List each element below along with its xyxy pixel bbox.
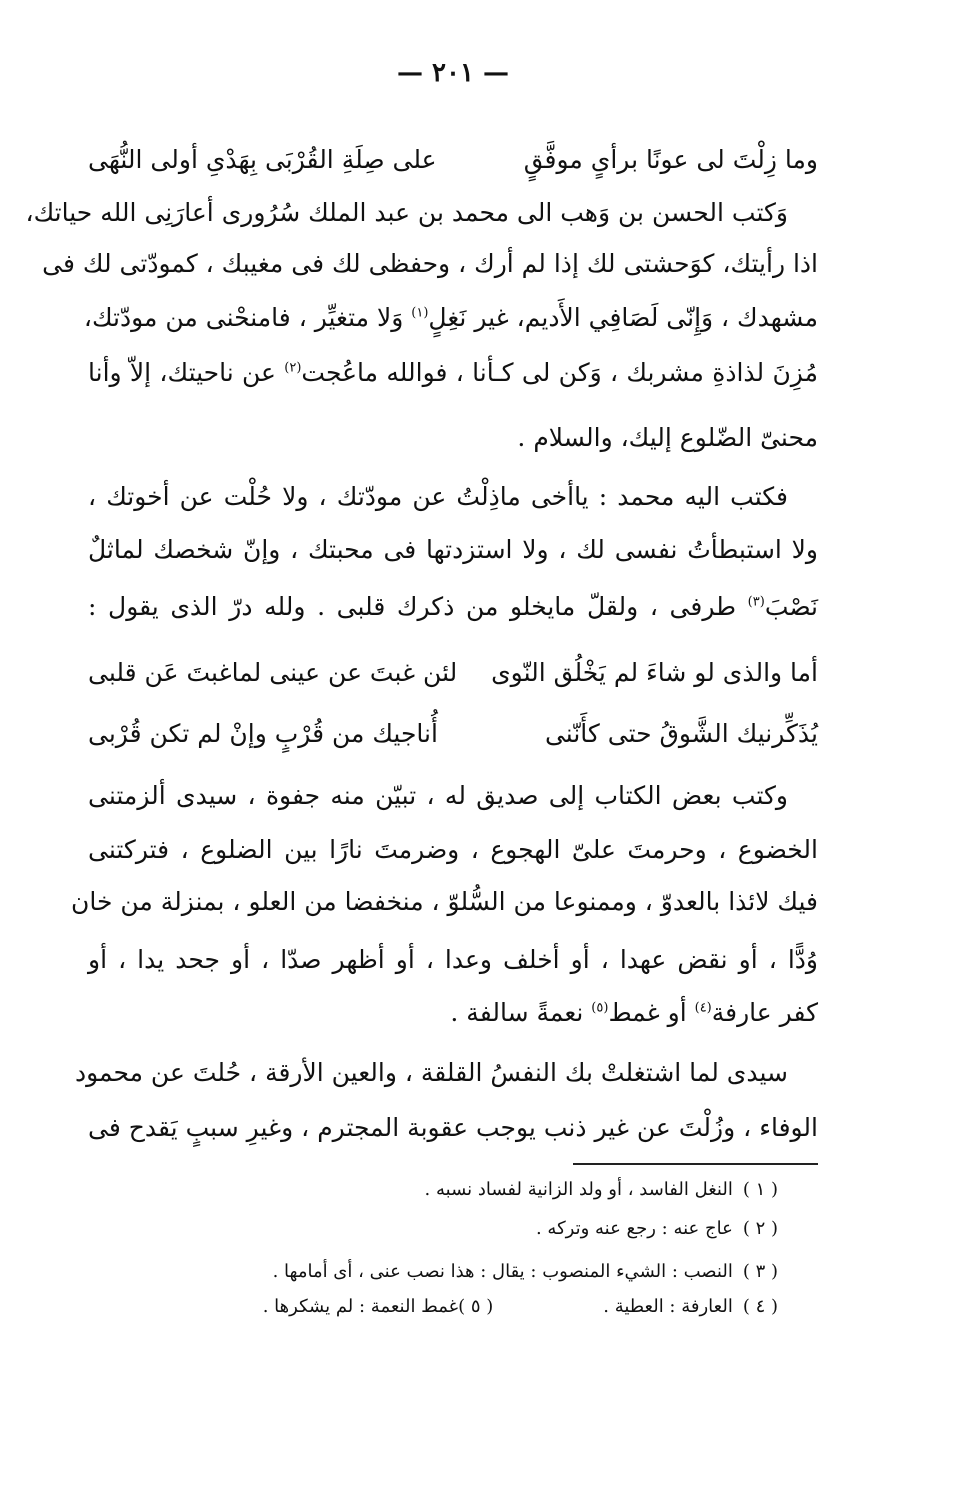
paragraph-text: عن ناحيتك، إلاّ وأنا — [88, 358, 285, 387]
footnote-text: عاج عنه : رجع عنه وتركه . — [535, 1218, 733, 1239]
paragraph-line: فيك لائذا بالعدوّ ، وممنوعا من السُّلوّ ، منخفضا من العلو ، بمنزلة من خان — [70, 887, 818, 916]
paragraph-line: محنىّ الضّلوع إليك، والسلام . — [517, 423, 818, 452]
paragraph-text: طرفى ، ولقلّ مايخلو من ذكرك قلبى . ولله درّ الذى يقول : — [88, 592, 748, 621]
footnote-number: ( ٣ ) — [742, 1261, 778, 1282]
paragraph-text: مشهدك ، وَإِنّى لَصَافِي الأَديم، غير نَغِلٍ — [428, 303, 818, 332]
paragraph-line: اذا رأيتك، كوَحشتى لك إذا لم أرك ، وحفظى لك فى مغيبك ، كمودّتى لك فى — [42, 249, 818, 278]
verse-hemistich-second: لئن غبتَ عن عينى لماغبتَ عَن قلبى — [88, 658, 458, 687]
verse-hemistich-first: وما زِلْتَ لى عونًا برأىٍ موفَّقٍ — [523, 145, 818, 174]
footnote — [425, 1176, 778, 1204]
paragraph-line: وكتب بعض الكتاب إلى صديق له ، تبيّن منه جفوة ، سيدى ألزمتنى — [88, 781, 788, 810]
paragraph-text: أو غمط — [608, 998, 695, 1027]
footnote-mark: (٥) — [591, 1000, 609, 1016]
verse-hemistich-first: أما والذى لو شاءَ لم يَخْلُق النّوى — [491, 658, 818, 687]
paragraph-text: وَلا متغيِّر ، فامنحْنى من مودّتك، — [83, 303, 412, 332]
verse-hemistich-second: على صِلَةِ القُرْبَى بِهَدْىِ أولى النُّهَى — [88, 145, 437, 174]
footnote-mark: (٣) — [747, 594, 765, 610]
footnote-text: النغل الفاسد ، أو ولد الزانية لفساد نسبه . — [424, 1179, 733, 1200]
verse-hemistich-first: يُذَكِّرنيك الشَّوقُ حتى كأَنّنى — [544, 719, 818, 748]
paragraph-line: وَكتب الحسن بن وَهب الى محمد بن عبد الملك سُرُورى أعارَنِى الله حياتك، — [25, 198, 788, 227]
footnote-mark: (١) — [411, 305, 429, 321]
footnote-text: غمط النعمة : لم يشكرها . — [262, 1296, 459, 1317]
paragraph-text: كفر عارفة — [711, 998, 818, 1027]
footnote-number: ( ١ ) — [742, 1179, 778, 1200]
footnote-text: العارفة : العطية . — [603, 1296, 733, 1317]
footnote-number: ( ٥ ) — [458, 1296, 494, 1317]
footnote — [273, 1258, 778, 1286]
footnote-number: ( ٤ ) — [742, 1296, 778, 1317]
footnote — [536, 1215, 778, 1243]
footnote — [263, 1293, 778, 1321]
paragraph-line: وُدًّا ، أو نقض عهدا ، أو أخلف وعدا ، أو أظهر صدّا ، أو جحد يدا ، أو — [88, 945, 818, 974]
paragraph-line — [88, 993, 818, 1033]
paragraph-line: الوفاء ، وزُلْتَ عن غير ذنب يوجب عقوبة المجترم ، وغيرِ سببٍ يَقدح فى — [88, 1113, 818, 1142]
paragraph-line: فكتب اليه محمد : ياأخى ماذِلْتُ عن مودّتك ، ولا حُلْت عن أخوتك ، — [88, 482, 788, 511]
paragraph-line: الخضوع ، وحرمتَ علىّ الهجوع ، وضرمتَ نارًا بين الضلوع ، فتركتنى — [88, 835, 818, 864]
footnote-separator — [573, 1163, 818, 1165]
footnote-mark: (٤) — [694, 1000, 712, 1016]
paragraph-line — [83, 298, 818, 338]
footnote-text: النصب : الشيء المنصوب : يقال : هذا نصب عنى ، أى أمامها . — [272, 1261, 733, 1282]
page-number: — ٢٠١ — — [396, 58, 510, 88]
footnote-mark: (٢) — [284, 360, 302, 376]
paragraph-line: ولا استبطأتُ نفسى لك ، ولا استزدتها فى محبتك ، وإنّ شخصك لماثلٌ — [88, 535, 818, 564]
paragraph-line — [88, 353, 818, 393]
paragraph-text: نعمةً سالفة . — [450, 998, 592, 1027]
paragraph-line: سيدى لما اشتغلتْ بك النفسُ القلقة ، والعين الأرقة ، حُلتَ عن محمود — [74, 1058, 788, 1087]
verse-hemistich-second: أُناجيك من قُرْبٍ وإنْ لم تكن قُرْبى — [88, 719, 438, 748]
footnote-number: ( ٢ ) — [742, 1218, 778, 1239]
paragraph-text: مُزِنَ لذاذةِ مشربك ، وَكن لى كـأنا ، فوالله ماعُجت — [301, 358, 818, 387]
book-page — [25, 0, 818, 1496]
paragraph-text: نَصْبَ — [764, 592, 818, 621]
paragraph-line — [88, 587, 818, 627]
